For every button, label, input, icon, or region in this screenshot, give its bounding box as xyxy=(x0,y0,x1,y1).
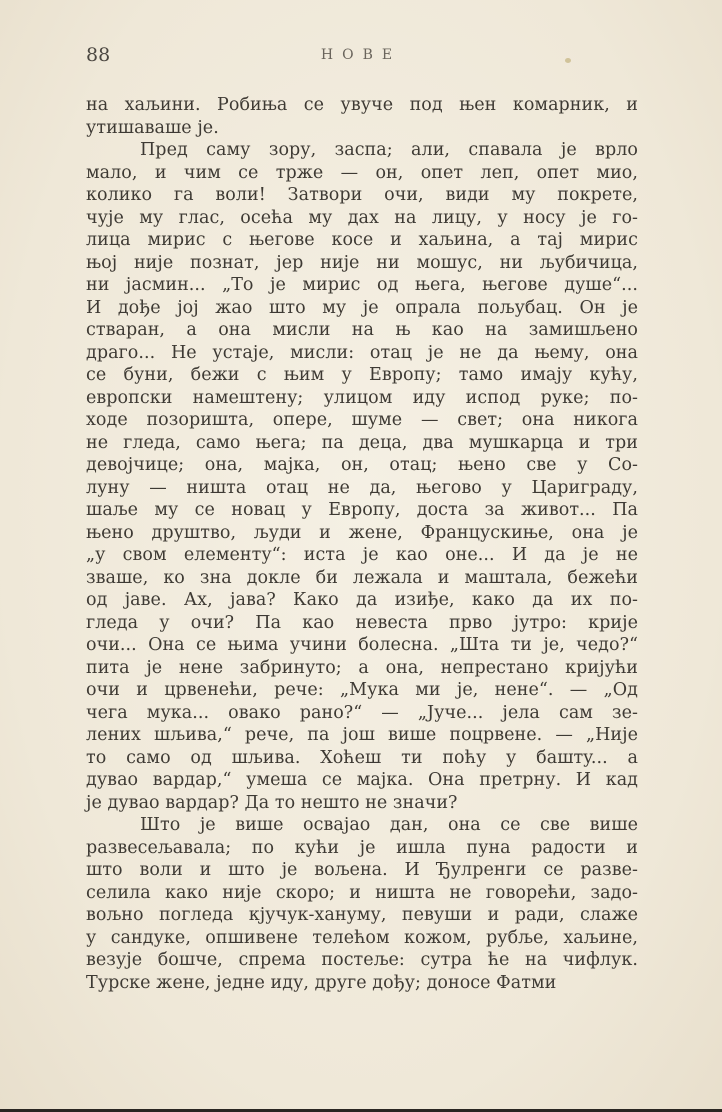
page-header xyxy=(86,44,636,68)
text-line: лених шљива,“ рече, па још више поцрвене. — „Није xyxy=(86,725,638,745)
text-line: чује му глас, осећа му дах на лицу, у носу је го- xyxy=(86,207,638,228)
text-line: девојчице; она, мајка, он, отац; њено све у Со- xyxy=(86,455,638,475)
text-line: зваше, ко зна докле би лежала и маштала, бежећи xyxy=(86,567,638,588)
text-line: развесељавала; по кући је ишла пуна радости и xyxy=(86,837,638,858)
text-line: очи... Она се њима учини болесна. „Шта ти је, чедо?“ xyxy=(86,635,638,655)
text-line: „у свом елементу“: иста је као оне... И да је не xyxy=(86,545,638,565)
running-title: НОВЕ xyxy=(320,47,402,63)
text-line: њено друштво, људи и жене, Францускиње, она је xyxy=(86,522,638,543)
text-line: је дувао вардар? Да то нешто не значи? xyxy=(86,792,458,813)
text-line: у сандуке, опшивене телећом кожом, рубље, хаљине, xyxy=(86,927,638,948)
text-line: колико га воли! Затвори очи, види му покрете, xyxy=(86,185,638,205)
text-line: мало, и чим се трже — он, опет леп, опет мио, xyxy=(86,162,638,183)
text-line: лица мирис с његове косе и хаљина, а тај мирис xyxy=(86,230,638,250)
text-line: дувао вардар,“ умеша се мајка. Она претрну. И кад xyxy=(86,770,638,790)
text-line: ходе позоришта, опере, шуме — свет; она никога xyxy=(86,410,638,430)
text-line: ни јасмин... „То је мирис од њега, његове душе“... xyxy=(86,275,638,295)
text-line: њој није познат, јер није ни мошус, ни љубичица, xyxy=(86,252,638,273)
text-line: везује бошче, спрема постеље: сутра ће на чифлук. xyxy=(86,950,638,970)
text-line: утишаваше је. xyxy=(86,117,219,138)
page-number: 88 xyxy=(86,44,111,66)
text-line: гледа у очи? Па као невеста прво јутро: крије xyxy=(86,612,638,633)
text-line: луну — ништа отац не да, његово у Цариграду, xyxy=(86,477,638,498)
body-text xyxy=(86,94,638,994)
text-line: Што је више освајао дан, она се све више xyxy=(140,815,638,835)
text-line: се буни, бежи с њим у Европу; тамо имају кућу, xyxy=(86,365,638,385)
text-line: на хаљини. Робиња се увуче под њен комарник, и xyxy=(86,95,638,115)
text-line: шаље му се новац у Европу, доста за живот... Па xyxy=(86,500,638,520)
text-line: од јаве. Ах, јава? Како да изиђе, како да их по- xyxy=(86,590,638,610)
text-line: драго... Не устаје, мисли: отац је не да њему, она xyxy=(86,342,638,363)
text-line: чега мука... овако рано?“ — „Јуче... јела сам зе- xyxy=(86,702,638,723)
text-line: селила како није скоро; и ништа не говорећи, задо- xyxy=(86,882,638,903)
text-line: што воли и што је вољена. И Ђулренги се разве- xyxy=(86,860,638,880)
text-line: И дође јој жао што му је опрала пољубац. Он је xyxy=(86,297,638,318)
text-line: Турске жене, једне иду, друге дођу; доносе Фатми xyxy=(86,972,557,993)
text-line: то само од шљива. Хоћеш ти поћу у баштy... а xyxy=(86,747,638,768)
text-line: пита је нене забринуто; а она, непрестано кријући xyxy=(86,657,638,678)
text-line: не гледа, само њега; па деца, два мушкарца и три xyxy=(86,432,638,453)
text-line: Пред саму зору, заспа; али, спавала је врло xyxy=(140,140,638,160)
text-line: вољно погледа кјучук-хануму, певуши и ради, слаже xyxy=(86,905,638,925)
text-line: очи и црвенећи, рече: „Мука ми је, нене“. — „Од xyxy=(86,680,638,700)
text-line: европски намештену; улицом иду испод руке; по- xyxy=(86,387,638,408)
text-line: стваран, а она мисли на њ као на замишљено xyxy=(86,320,638,340)
